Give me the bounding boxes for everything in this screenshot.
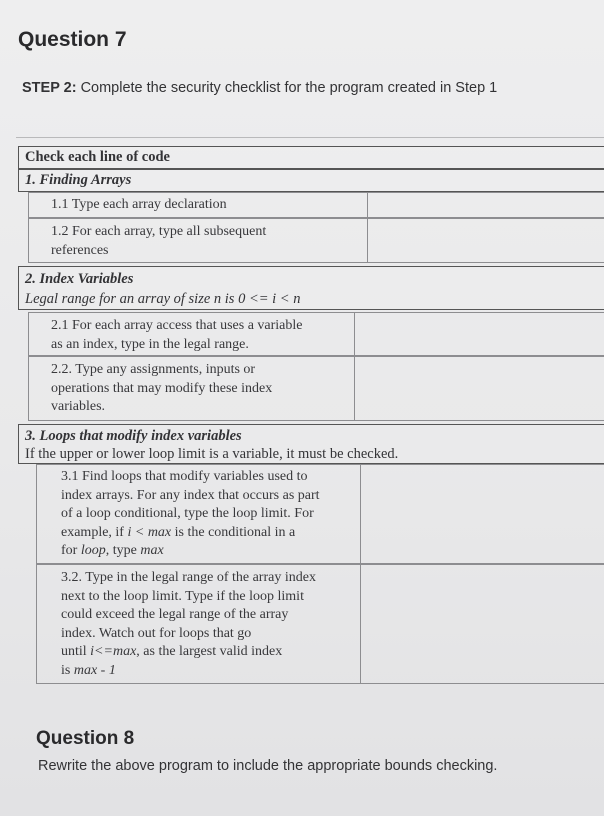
row-3-1-text: 3.1 Find loops that modify variables used to index arrays. For any index that occurs as part of a loop conditional, type the loop limit. For example, if i < max is the conditional in a for loop, type max [37,465,361,563]
row-3-2-answer-field[interactable] [361,565,604,683]
row-1-1-answer-field[interactable] [368,193,604,217]
step-instruction [22,80,497,96]
section-1-title: 1. Finding Arrays [25,172,132,188]
question-7-title: Question 7 [18,28,127,51]
section-3-header [18,424,604,464]
checklist-row-3-1 [36,464,604,564]
row-2-1-answer-field[interactable] [355,313,604,355]
row-1-2-answer-field[interactable] [368,219,604,262]
row-3-2-text: 3.2. Type in the legal range of the array index next to the loop limit. Type if the loop limit could exceed the legal range of the array index. Watch out for loops that go until i<=max, as the largest valid index is max - 1 [37,565,361,683]
divider [16,137,604,138]
section-2-header [18,266,604,310]
question-8-title: Question 8 [36,728,135,749]
row-2-2-text: 2.2. Type any assignments, inputs or operations that may modify these index variables. [29,357,355,420]
checklist-header [18,146,604,169]
question-8-text: Rewrite the above program to include the appropriate bounds checking. [38,758,498,774]
row-1-1-text: 1.1 Type each array declaration [29,193,368,217]
checklist-row-2-1 [28,312,604,356]
row-2-1-text: 2.1 For each array access that uses a variable as an index, type in the legal range. [29,313,355,355]
checklist-row-3-2 [36,564,604,684]
checklist-header-text: Check each line of code [25,149,170,165]
section-3-title: 3. Loops that modify index variables [25,428,242,444]
row-2-2-answer-field[interactable] [355,357,604,420]
section-3-subtitle: If the upper or lower loop limit is a variable, it must be checked. [25,446,399,462]
section-1-header [18,169,604,192]
step-label: STEP 2: [22,80,77,96]
checklist-row-2-2 [28,356,604,421]
step-text: Complete the security checklist for the program created in Step 1 [80,80,498,96]
section-2-subtitle: Legal range for an array of size n is 0 <= i < n [25,291,301,307]
checklist-row-1-2 [28,218,604,263]
row-1-2-text: 1.2 For each array, type all subsequent references [29,219,368,262]
checklist-row-1-1 [28,192,604,218]
row-3-1-answer-field[interactable] [361,465,604,563]
section-2-title: 2. Index Variables [25,271,134,287]
